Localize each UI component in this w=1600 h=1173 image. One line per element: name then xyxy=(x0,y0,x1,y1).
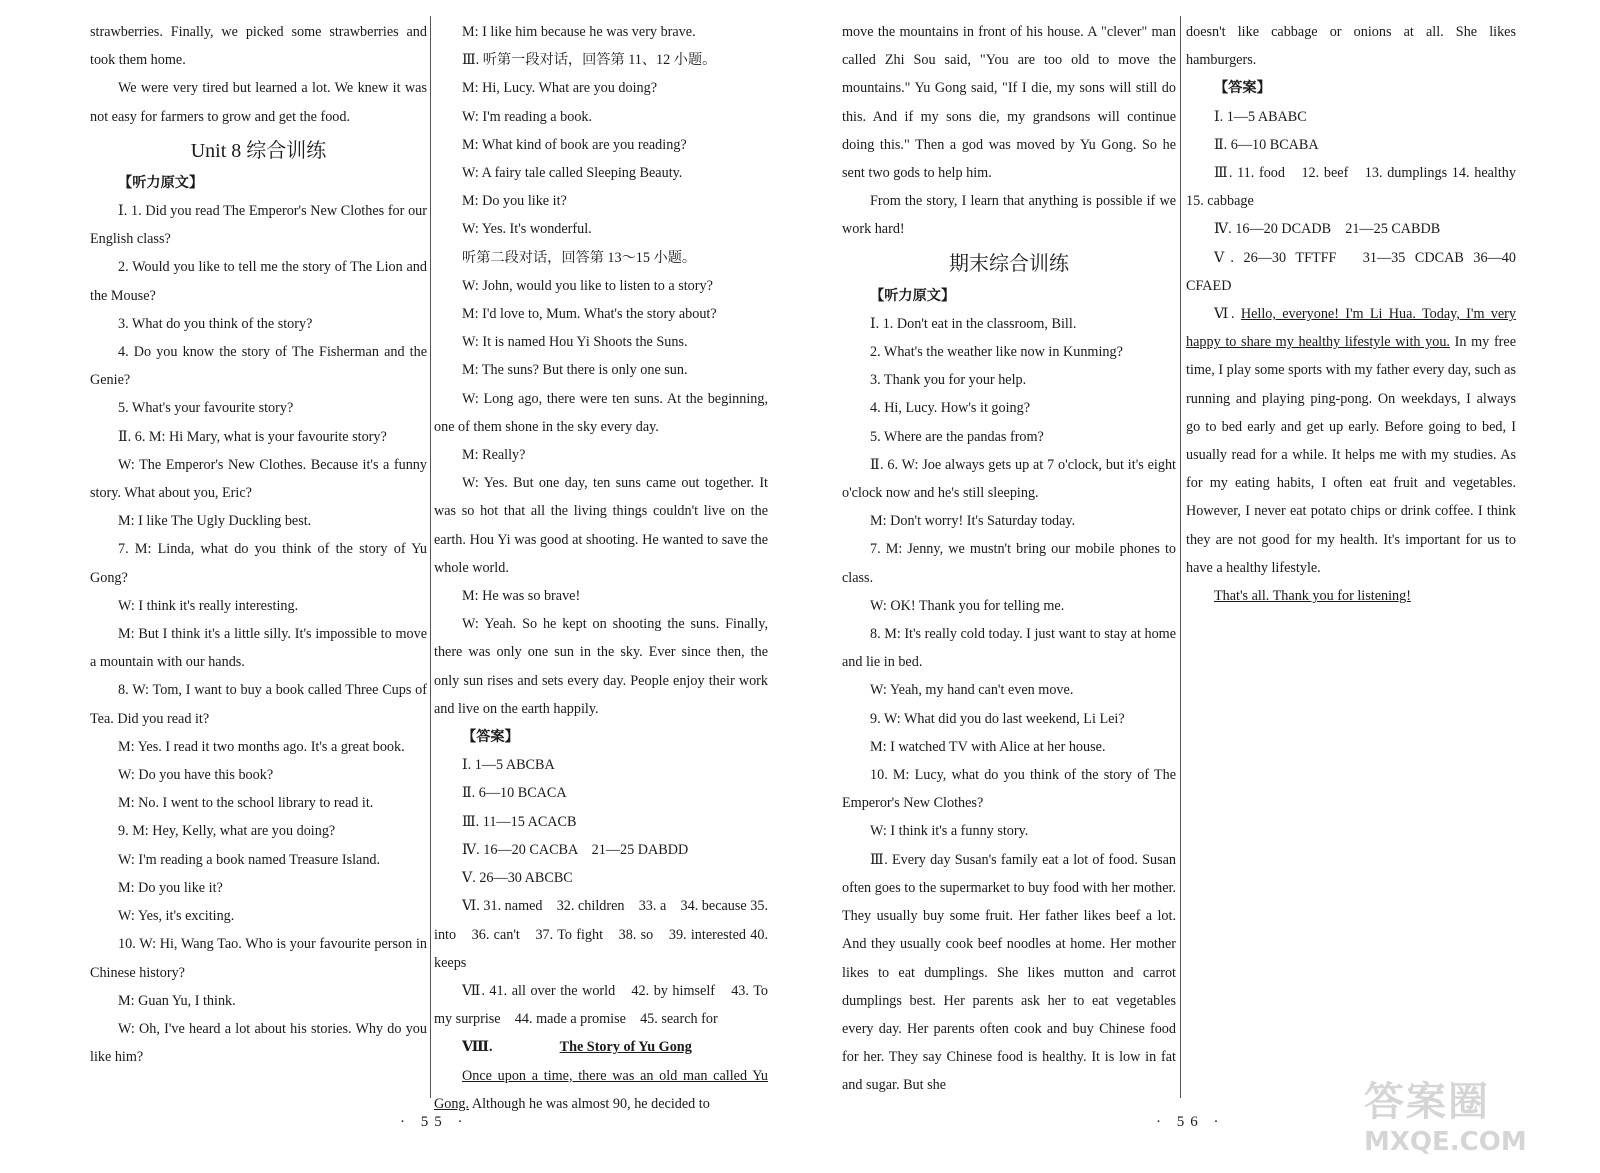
listening-line: 5. What's your favourite story? xyxy=(118,400,294,417)
page-number-55: · 55 · xyxy=(400,1114,469,1130)
essay-first-sentence: Once upon a time, there was an old man called Yu Gong. xyxy=(434,1067,768,1112)
unit-title: Unit 8 综合训练 xyxy=(190,139,327,162)
listening-line: Ⅱ. 6. W: Joe always gets up at 7 o'clock, but it's eight o'clock now and he's still sleeping. xyxy=(842,456,1176,502)
essay-conclusion: From the story, I learn that anything is possible if we work hard! xyxy=(842,193,1176,238)
listening-text-continued xyxy=(434,18,768,723)
listening-line: M: Do you like it? xyxy=(118,879,223,896)
listening-line: 8. W: Tom, I want to buy a book called Three Cups of Tea. Did you read it? xyxy=(90,682,427,727)
listening-line: W: I'm reading a book named Treasure Island. xyxy=(118,851,381,868)
listening-line: M: I like The Ugly Duckling best. xyxy=(118,513,312,530)
listening-line: 2. What's the weather like now in Kunming? xyxy=(870,344,1123,361)
listening-line: 4. Do you know the story of The Fisherman and the Genie? xyxy=(90,344,427,389)
listening-line: M: Don't worry! It's Saturday today. xyxy=(870,513,1076,530)
listening-line: M: Really? xyxy=(462,447,526,464)
writing-opening: Hello, everyone! I'm Li Hua. Today, I'm very happy to share my healthy lifestyle with you. xyxy=(1186,306,1516,351)
answer-line: Ⅳ. 16—20 CACBA 21—25 DABDD xyxy=(462,841,689,858)
listening-line: 听第二段对话，回答第 13～15 小题。 xyxy=(462,249,697,266)
answer-line: Ⅱ. 6—10 BCABA xyxy=(1214,136,1319,153)
listening-line: M: I'd love to, Mum. What's the story about? xyxy=(462,306,717,323)
passage-continued: doesn't like cabbage or onions at all. She likes hamburgers. xyxy=(1186,24,1516,69)
essay-title: The Story of Yu Gong xyxy=(559,1039,692,1056)
answer-line: Ⅳ. 16—20 DCADB 21—25 CABDB xyxy=(1214,221,1441,238)
listening-line: 3. What do you think of the story? xyxy=(118,315,313,332)
listening-line: Ⅲ. 听第一段对话，回答第 11、12 小题。 xyxy=(462,52,717,69)
listening-label: 【听力原文】 xyxy=(118,174,204,191)
listening-line: W: Oh, I've heard a lot about his stories. Why do you like him? xyxy=(90,1020,427,1066)
listening-line: M: I watched TV with Alice at her house. xyxy=(870,738,1106,755)
listening-line: W: Long ago, there were ten suns. At the beginning, one of them shone in the sky every day. xyxy=(434,390,768,435)
page56-column-2 xyxy=(1186,18,1531,610)
listening-line: M: Yes. I read it two months ago. It's a great book. xyxy=(118,738,405,755)
essay-rest: Although he was almost 90, he decided to xyxy=(469,1095,710,1112)
listening-line: W: Yeah, my hand can't even move. xyxy=(870,682,1074,699)
watermark-logo xyxy=(1364,1070,1564,1156)
listening-line: 2. Would you like to tell me the story of The Lion and the Mouse? xyxy=(90,259,427,304)
listening-line: 7. M: Linda, what do you think of the story of Yu Gong? xyxy=(90,541,427,586)
listening-line: W: Yes, it's exciting. xyxy=(118,908,235,925)
answer-line: Ⅰ. 1—5 ABABC xyxy=(1214,108,1307,125)
essay-paragraph xyxy=(434,1062,768,1118)
listening-line: W: I think it's a funny story. xyxy=(870,823,1029,840)
essay-heading xyxy=(434,1033,768,1061)
writing-number: Ⅵ. xyxy=(1214,306,1241,323)
listening-line: W: I think it's really interesting. xyxy=(118,597,299,614)
listening-line: M: Hi, Lucy. What are you doing? xyxy=(462,80,658,97)
essay-number: Ⅷ. xyxy=(462,1039,493,1056)
listening-line: M: But I think it's a little silly. It's impossible to move a mountain with our hands. xyxy=(90,626,427,671)
listening-line: 8. M: It's really cold today. I just want to stay at home and lie in bed. xyxy=(842,626,1176,671)
intro-paragraph-1: strawberries. Finally, we picked some strawberries and took them home. xyxy=(90,24,427,69)
answer-label-final: 【答案】 xyxy=(1214,80,1271,97)
listening-line: W: OK! Thank you for telling me. xyxy=(870,597,1065,614)
listening-line: W: I'm reading a book. xyxy=(462,108,593,125)
writing-body: In my free time, I play some sports with my father every day, such as running and playing ping-pong. On weekdays, I always go to bed early and get up early. Before going to bed, I usually read for a while. It helps me with my studies. As for my eating habits, I often eat fruit and vegetables. However, I never eat potato chips or drink coffee. I think they are not good for my health. It's important for us to have a healthy lifestyle. xyxy=(1186,334,1516,576)
page-number-56: · 56 · xyxy=(1156,1114,1225,1130)
listening-line: W: It is named Hou Yi Shoots the Suns. xyxy=(462,334,688,351)
listening-line: 10. W: Hi, Wang Tao. Who is your favourite person in Chinese history? xyxy=(90,936,427,981)
writing-closing: That's all. Thank you for listening! xyxy=(1214,588,1411,605)
listening-line: M: I like him because he was very brave. xyxy=(462,24,696,40)
watermark-top: 答案圈 xyxy=(1364,1079,1490,1125)
listening-line: 9. M: Hey, Kelly, what are you doing? xyxy=(118,823,336,840)
listening-line: M: The suns? But there is only one sun. xyxy=(462,362,688,379)
listening-line: 4. Hi, Lucy. How's it going? xyxy=(870,400,1031,417)
listening-line: W: Yes. It's wonderful. xyxy=(462,221,592,238)
final-title: 期末综合训练 xyxy=(949,252,1069,275)
writing-ending xyxy=(1186,582,1516,610)
answer-list xyxy=(434,751,768,1033)
column-divider-left xyxy=(430,16,431,1098)
answer-line: Ⅵ. 31. named 32. children 33. a 34. because 35. into 36. can't 37. To fight 38. so 39. interested 40. keeps xyxy=(434,898,768,971)
listening-line: W: The Emperor's New Clothes. Because it's a funny story. What about you, Eric? xyxy=(90,456,427,502)
final-answer-list xyxy=(1186,103,1531,300)
listening-line: M: Guan Yu, I think. xyxy=(118,992,236,1009)
final-listening-text xyxy=(842,310,1176,1100)
listening-line: M: He was so brave! xyxy=(462,588,581,605)
listening-line: Ⅰ. 1. Don't eat in the classroom, Bill. xyxy=(870,315,1077,332)
answer-line: Ⅴ. 26—30 ABCBC xyxy=(462,870,573,887)
listening-line: 5. Where are the pandas from? xyxy=(870,428,1044,445)
listening-line: 7. M: Jenny, we mustn't bring our mobile phones to class. xyxy=(842,541,1176,586)
column-divider-right xyxy=(1180,16,1181,1098)
listening-line: M: Do you like it? xyxy=(462,193,567,210)
answer-line: Ⅲ. 11. food 12. beef 13. dumplings 14. healthy 15. cabbage xyxy=(1186,165,1531,210)
listening-line: W: A fairy tale called Sleeping Beauty. xyxy=(462,165,683,182)
writing-paragraph xyxy=(1186,300,1516,582)
essay-continued: move the mountains in front of his house. A "clever" man called Zhi Sou said, "You are too old to move the mountains." Yu Gong said, "If I die, my sons will still do this. And if my sons die, my grandsons will continue doing this." Then a god was moved by Yu Gong. So he sent two gods to help him. xyxy=(842,24,1176,182)
listening-line: W: Yeah. So he kept on shooting the suns. Finally, there was only one sun in the sky. Ever since then, the only sun rises and sets every day. People enjoy their work and live on the earth happily. xyxy=(434,616,768,717)
answer-line: Ⅲ. 11—15 ACACB xyxy=(462,813,577,830)
answer-line: Ⅰ. 1—5 ABCBA xyxy=(462,757,555,774)
listening-line: Ⅲ. Every day Susan's family eat a lot of food. Susan often goes to the supermarket to buy food with her mother. They usually buy some fruit. Her father likes beef a lot. And they usually cook beef noodles at home. Her mother likes to eat dumplings. She likes mutton and carrot dumplings best. Her parents ask her to eat vegetables every day. Her parents often cook and buy Chinese food for her. They say Chinese food is healthy. It is low in fat and sugar. But she xyxy=(842,851,1176,1094)
page55-column-1 xyxy=(90,18,427,1071)
listening-line: Ⅱ. 6. M: Hi Mary, what is your favourite story? xyxy=(118,428,387,445)
listening-line: 10. M: Lucy, what do you think of the story of The Emperor's New Clothes? xyxy=(842,767,1176,812)
listening-line: 3. Thank you for your help. xyxy=(870,372,1027,389)
page55-column-2 xyxy=(434,18,768,1118)
listening-line: W: Do you have this book? xyxy=(118,767,274,784)
listening-line: M: What kind of book are you reading? xyxy=(462,136,687,153)
listening-line: M: No. I went to the school library to read it. xyxy=(118,795,374,812)
listening-line: 9. W: What did you do last weekend, Li Lei? xyxy=(870,710,1125,727)
answer-label: 【答案】 xyxy=(462,729,519,746)
watermark-bottom: MXQE.COM xyxy=(1364,1127,1527,1157)
listening-text xyxy=(90,197,427,1071)
page56-column-1 xyxy=(842,18,1176,1100)
listening-line: Ⅰ. 1. Did you read The Emperor's New Clothes for our English class? xyxy=(90,203,427,248)
listening-label-final: 【听力原文】 xyxy=(870,287,956,304)
answer-line: Ⅴ. 26—30 TFTFF 31—35 CDCAB 36—40 CFAED xyxy=(1186,249,1516,294)
intro-paragraph-2: We were very tired but learned a lot. We knew it was not easy for farmers to grow and get the food. xyxy=(90,80,427,125)
answer-line: Ⅶ. 41. all over the world 42. by himself 43. To my surprise 44. made a promise 45. search for xyxy=(434,982,768,1028)
listening-line: W: John, would you like to listen to a story? xyxy=(462,277,713,294)
answer-line: Ⅱ. 6—10 BCACA xyxy=(462,785,567,802)
listening-line: W: Yes. But one day, ten suns came out together. It was so hot that all the living things couldn't live on the earth. Hou Yi was good at shooting. He wanted to save the whole world. xyxy=(434,475,768,576)
